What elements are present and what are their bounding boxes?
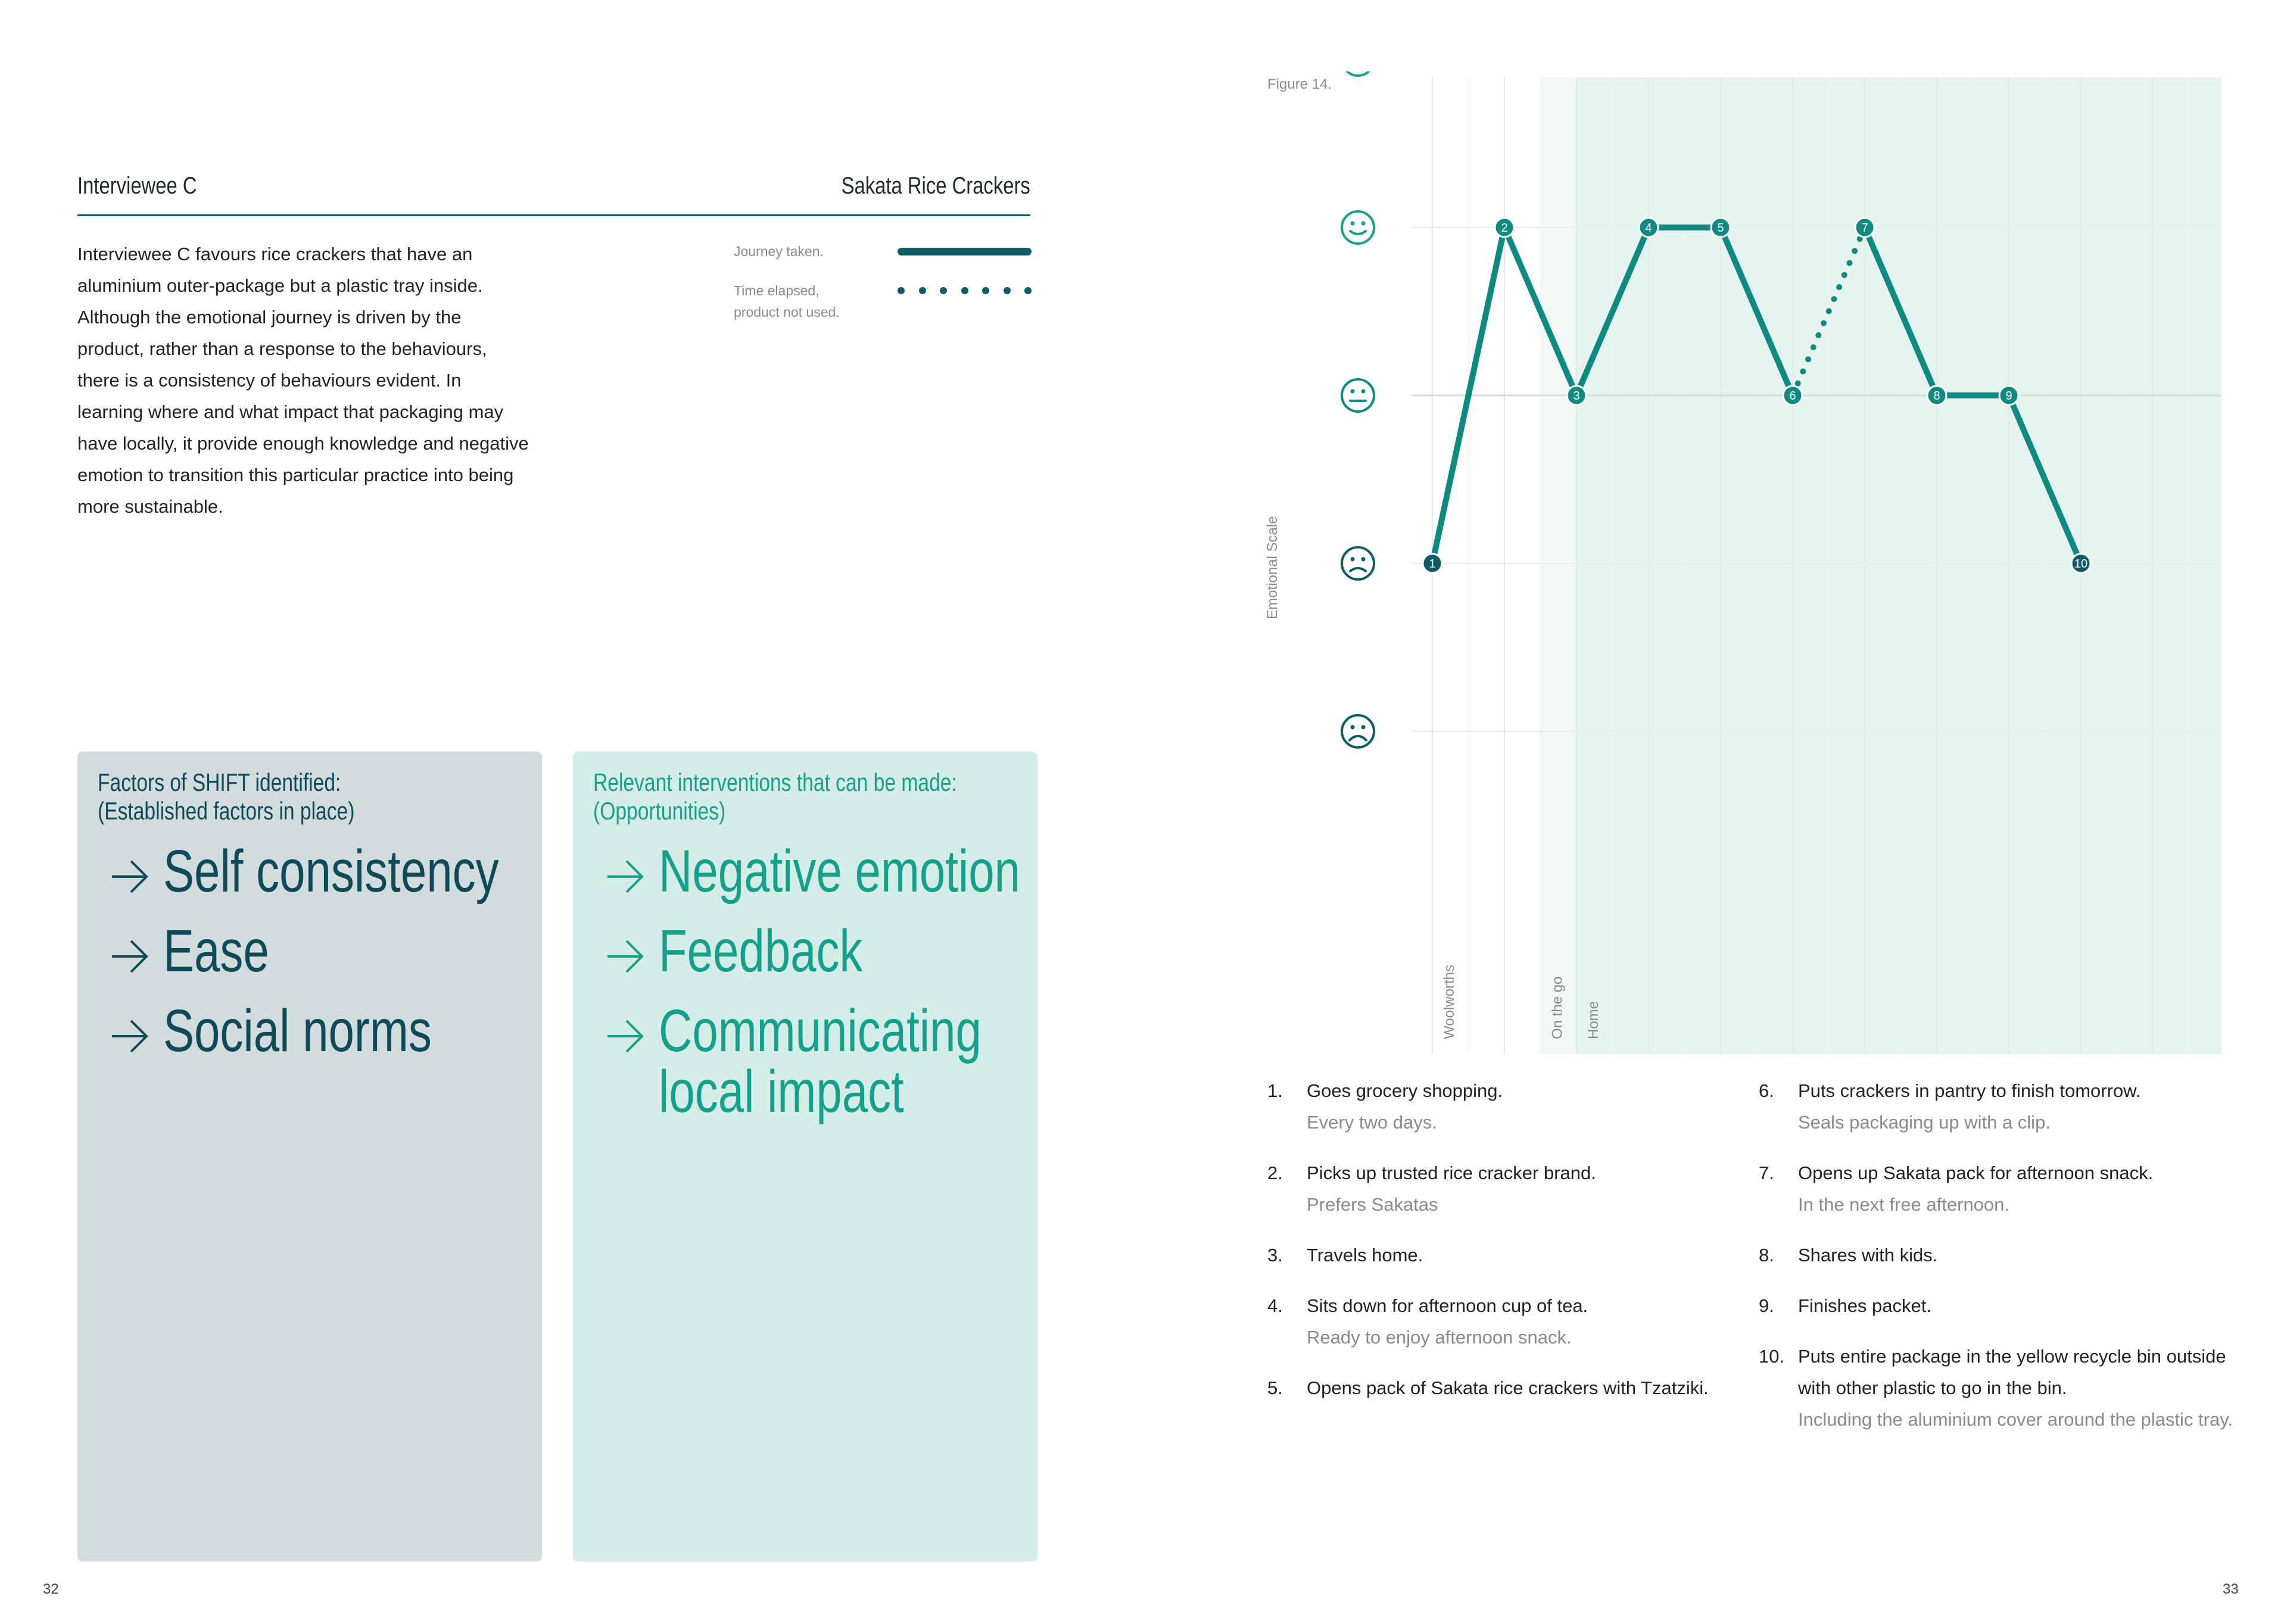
step-text: Opens pack of Sakata rice crackers with Tzatziki. bbox=[1307, 1377, 1709, 1398]
step-text: Picks up trusted rice cracker brand. bbox=[1307, 1162, 1596, 1183]
interventions-list bbox=[593, 838, 1034, 1125]
list-item bbox=[1759, 1290, 2235, 1321]
emotion-face-icon bbox=[1342, 379, 1374, 412]
list-item bbox=[1759, 1341, 2235, 1435]
interviewee-heading: Interviewee C bbox=[77, 173, 197, 199]
step-text: Finishes packet. bbox=[1798, 1295, 1931, 1316]
step-number: 1. bbox=[1267, 1080, 1283, 1101]
factor-item bbox=[98, 838, 538, 921]
step-text: Opens up Sakata pack for afternoon snack. bbox=[1798, 1162, 2154, 1183]
list-item bbox=[1267, 1239, 1732, 1271]
step-note: In the next free afternoon. bbox=[1798, 1194, 2010, 1215]
list-item bbox=[1267, 1372, 1732, 1404]
list-item bbox=[1267, 1075, 1732, 1138]
page-number-left: 32 bbox=[43, 1581, 59, 1597]
factor-social-norms: Social norms bbox=[163, 998, 432, 1064]
journey-point-label: 8 bbox=[1933, 389, 1940, 403]
intervention-item bbox=[593, 918, 1034, 1000]
step-body bbox=[1307, 1075, 1503, 1138]
step-body bbox=[1798, 1075, 2140, 1138]
arrow-right-icon bbox=[98, 859, 163, 894]
step-text: Puts crackers in pantry to finish tomorrow. bbox=[1798, 1080, 2141, 1101]
interventions-panel bbox=[573, 752, 1037, 1561]
step-number: 7. bbox=[1759, 1162, 1774, 1183]
journey-point-label: 7 bbox=[1861, 222, 1868, 235]
step-text: Sits down for afternoon cup of tea. bbox=[1307, 1295, 1588, 1316]
intro-paragraph: Interviewee C favours rice crackers that have an aluminium outer-package but a plastic tray inside. Although the emotional journey is driven by the product, rather than a response to the behaviours, there is a consistency of behaviours evident. In learning where and what impact that packaging may have locally, it provide enough knowledge and negative emotion to transition this particular practice into being more sustainable. bbox=[77, 244, 529, 517]
figure-label: Figure 14. bbox=[1267, 76, 1332, 92]
factor-item bbox=[98, 1000, 538, 1080]
step-number: 3. bbox=[1267, 1245, 1283, 1265]
chart-legend bbox=[734, 241, 1032, 323]
emotion-face-icon bbox=[1342, 547, 1374, 579]
step-number: 6. bbox=[1759, 1080, 1774, 1101]
factors-title-line1: Factors of SHIFT identified: bbox=[98, 768, 341, 796]
product-heading: Sakata Rice Crackers bbox=[841, 173, 1030, 199]
intervention-feedback: Feedback bbox=[659, 918, 863, 984]
product-heading-wrap bbox=[673, 173, 1030, 200]
interventions-title-line2: (Opportunities) bbox=[593, 797, 726, 825]
step-body bbox=[1798, 1157, 2153, 1220]
intervention-item bbox=[593, 998, 1034, 1125]
step-number: 9. bbox=[1759, 1295, 1774, 1316]
legend-solid-line bbox=[898, 248, 1032, 255]
step-note: Prefers Sakatas bbox=[1307, 1194, 1438, 1215]
location-label: Woolworths bbox=[1441, 965, 1457, 1039]
step-number: 2. bbox=[1267, 1162, 1283, 1183]
step-body bbox=[1798, 1290, 1931, 1321]
arrow-right-icon bbox=[98, 939, 163, 974]
location-band-on-the-go bbox=[1541, 77, 1580, 1054]
factor-item bbox=[98, 918, 538, 1000]
journey-point-label: 4 bbox=[1645, 222, 1652, 235]
arrow-right-icon bbox=[593, 939, 659, 974]
emotion-face-icon bbox=[1342, 715, 1374, 747]
step-note: Including the aluminium cover around the plastic tray. bbox=[1798, 1409, 2233, 1430]
factor-self-consistency: Self consistency bbox=[163, 838, 499, 905]
step-body bbox=[1307, 1290, 1588, 1353]
step-number: 10. bbox=[1759, 1346, 1785, 1367]
location-label: Home bbox=[1585, 1000, 1601, 1039]
journey-point-label: 6 bbox=[1789, 389, 1796, 403]
step-note: Every two days. bbox=[1307, 1112, 1437, 1133]
arrow-right-icon bbox=[593, 859, 659, 894]
list-item bbox=[1759, 1239, 2235, 1271]
list-item bbox=[1267, 1157, 1732, 1220]
factors-title-line2: (Established factors in place) bbox=[98, 797, 355, 825]
steps-column-1 bbox=[1267, 1075, 1732, 1423]
page-number-right: 33 bbox=[2223, 1581, 2239, 1597]
location-band-home bbox=[1576, 77, 2221, 1054]
step-note: Seals packaging up with a clip. bbox=[1798, 1112, 2051, 1133]
interventions-title-line1: Relevant interventions that can be made: bbox=[593, 768, 957, 796]
step-body bbox=[1798, 1341, 2235, 1435]
emotion-face-icon bbox=[1342, 71, 1374, 76]
emotional-journey-chart bbox=[1251, 71, 2227, 1072]
location-label: On the go bbox=[1549, 976, 1566, 1039]
header-rule bbox=[77, 214, 1030, 216]
step-body bbox=[1307, 1157, 1596, 1220]
step-number: 4. bbox=[1267, 1295, 1283, 1316]
steps-column-2 bbox=[1759, 1075, 2235, 1454]
step-body bbox=[1307, 1239, 1423, 1271]
intervention-item bbox=[593, 838, 1034, 921]
emotion-face-icon bbox=[1342, 211, 1374, 244]
arrow-right-icon bbox=[98, 1018, 163, 1054]
step-number: 8. bbox=[1759, 1245, 1774, 1265]
journey-point-label: 2 bbox=[1501, 222, 1508, 235]
step-text: Travels home. bbox=[1307, 1245, 1423, 1265]
list-item bbox=[1759, 1075, 2235, 1138]
list-item bbox=[1267, 1290, 1732, 1353]
journey-point-label: 3 bbox=[1573, 389, 1580, 403]
step-text: Goes grocery shopping. bbox=[1307, 1080, 1503, 1101]
factor-ease: Ease bbox=[163, 918, 269, 984]
list-item bbox=[1759, 1157, 2235, 1220]
journey-point-label: 9 bbox=[2005, 389, 2012, 403]
intervention-communicating-local-impact: Communicating local impact bbox=[659, 998, 982, 1125]
factors-list bbox=[98, 838, 538, 1080]
y-axis-label: Emotional Scale bbox=[1264, 516, 1280, 619]
journey-point-label: 1 bbox=[1429, 557, 1436, 571]
journey-point-label: 10 bbox=[2074, 557, 2088, 571]
factors-panel-title bbox=[98, 768, 354, 825]
legend-dotted-line bbox=[898, 287, 1032, 294]
arrow-right-icon bbox=[593, 1018, 659, 1054]
step-text: Puts entire package in the yellow recycle bin outside with other plastic to go in the bin. bbox=[1798, 1346, 2226, 1398]
interventions-panel-title bbox=[593, 768, 957, 825]
step-body bbox=[1307, 1372, 1709, 1404]
legend-elapsed-label: Time elapsed, product not used. bbox=[734, 283, 840, 320]
factors-panel bbox=[77, 752, 542, 1561]
step-note: Ready to enjoy afternoon snack. bbox=[1307, 1327, 1572, 1348]
journey-point-label: 5 bbox=[1717, 222, 1724, 235]
legend-journey-label: Journey taken. bbox=[734, 244, 824, 259]
step-text: Shares with kids. bbox=[1798, 1245, 1938, 1265]
intervention-negative-emotion: Negative emotion bbox=[659, 838, 1021, 905]
step-body bbox=[1798, 1239, 1937, 1271]
step-number: 5. bbox=[1267, 1377, 1283, 1398]
